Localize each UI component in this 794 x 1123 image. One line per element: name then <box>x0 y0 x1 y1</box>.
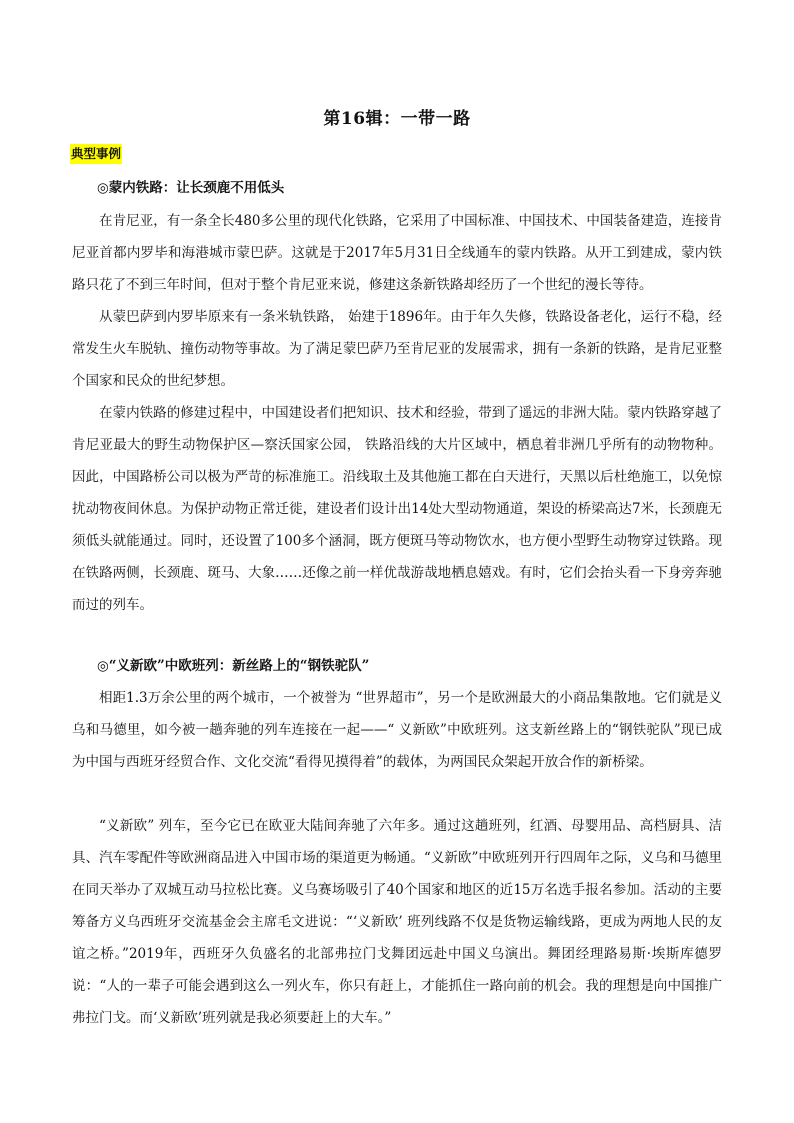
story-heading-mombasa-nairobi-railway: ◎蒙内铁路：让长颈鹿不用低头 <box>97 180 285 196</box>
story2-paragraph-2: “义新欧” 列车，至今它已在欧亚大陆间奔驰了六年多。通过这趟班列，红酒、母婴用品、高档厨具、洁具、汽车零配件等欧洲商品进入中国市场的渠道更为畅通。“义新欧”中欧班列开行四周年之际，义乌和马德里在同天举办了双城互动马拉松比赛。义乌赛场吸引了40个国家和地区的近15万名选手报名参加。活动的主要筹备方义乌西班牙交流基金会主席毛文进说：“‘义新欧’ 班列线路不仅是货物运输线路，更成为两地人民的友谊之桥。”2019年，西班牙久负盛名的北部弗拉门戈舞团远赴中国义乌演出。舞团经理路易斯·埃斯库德罗说：“人的一辈子可能会遇到这么一列火车，你只有赶上，才能抓住一路向前的机会。我的理想是向中国推广弗拉门戈。而‘义新欧’班列就是我必须要赶上的大车。” <box>72 818 722 1026</box>
story1-paragraph-2: 从蒙巴萨到内罗毕原来有一条米轨铁路， 始建于1896年。由于年久失修，铁路设备老化，运行不稳，经常发生火车脱轨、撞伤动物等事故。为了满足蒙巴萨乃至肯尼亚的发展需求，拥有一条新的铁路，是肯尼亚整个国家和民众的世纪梦想。 <box>72 309 722 389</box>
story2-paragraph-1: 相距1.3万余公里的两个城市，一个被誉为 “世界超市”，另一个是欧洲最大的小商品集散地。它们就是义乌和马德里，如今被一趟奔驰的列车连接在一起——“ 义新欧”中欧班列。这支新丝路上的“钢铁驼队”现已成为中国与西班牙经贸合作、文化交流“看得见摸得着”的载体，为两国民众架起开放合作的新桥梁。 <box>72 690 722 770</box>
story1-paragraph-3: 在蒙内铁路的修建过程中，中国建设者们把知识、技术和经验，带到了遥远的非洲大陆。蒙内铁路穿越了肯尼亚最大的野生动物保护区—察沃国家公园， 铁路沿线的大片区域中，栖息着非洲几乎所有的动物物种。因此，中国路桥公司以极为严苛的标准施工。沿线取土及其他施工都在白天进行，天黑以后杜绝施工，以免惊扰动物夜间休息。为保护动物正常迁徙，建设者们设计出14处大型动物通道，架设的桥梁高达7米，长颈鹿无须低头就能通过。同时，还设置了100多个涵洞，既方便斑马等动物饮水，也方便小型野生动物穿过铁路。现在铁路两侧，长颈鹿、斑马、大象……还像之前一样优哉游哉地栖息嬉戏。有时，它们会抬头看一下身旁奔驰而过的列车。 <box>72 405 722 613</box>
story-heading-yixinou-train: ◎“义新欧”中欧班列：新丝路上的“钢铁驼队” <box>97 658 370 674</box>
section-tag: 典型事例 <box>70 144 122 164</box>
story1-paragraph-1: 在肯尼亚，有一条全长480多公里的现代化铁路，它采用了中国标准、中国技术、中国装备建造，连接肯尼亚首都内罗毕和海港城市蒙巴萨。这就是于2017年5月31日全线通车的蒙内铁路。从开工到建成，蒙内铁路只花了不到三年时间，但对于整个肯尼亚来说，修建这条新铁路却经历了一个世纪的漫长等待。 <box>72 213 722 293</box>
page-title: 第16辑：一带一路 <box>323 109 471 129</box>
